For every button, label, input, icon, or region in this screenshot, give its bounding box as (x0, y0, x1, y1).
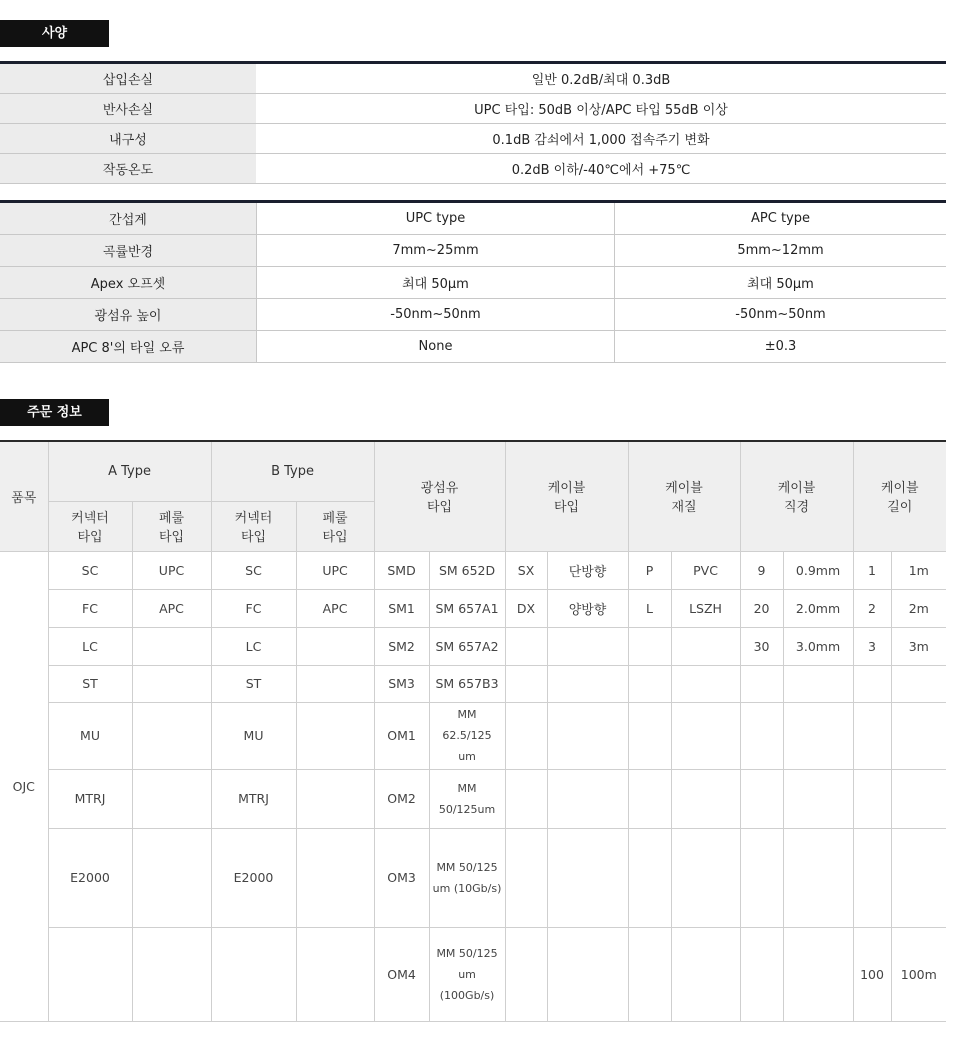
cable-type-code (505, 927, 547, 1021)
diameter-code: 20 (740, 589, 783, 627)
length-value: 1m (891, 551, 946, 589)
diameter-code (740, 927, 783, 1021)
upc-value: -50nm~50nm (257, 299, 615, 331)
interferometer-row-label: 광섬유 높이 (0, 299, 257, 331)
spec-row (0, 124, 946, 154)
fiber-name: SM 652D (429, 551, 505, 589)
length-code (853, 702, 891, 769)
b-type-header: B Type (211, 441, 374, 501)
length-code: 2 (853, 589, 891, 627)
fiber-type-header: 광섬유 타입 (374, 441, 505, 551)
b-connector: ST (211, 665, 296, 702)
table-row (0, 665, 946, 702)
b-connector: LC (211, 627, 296, 665)
spec-row (0, 94, 946, 124)
fiber-name: SM 657B3 (429, 665, 505, 702)
cable-type-name: 양방향 (547, 589, 628, 627)
interferometer-row (0, 299, 946, 331)
a-ferrule-type-header: 페룰 타입 (132, 501, 211, 551)
cable-type-code (505, 627, 547, 665)
spec-value: 0.2dB 이하/-40℃에서 +75℃ (256, 154, 946, 184)
material-code: P (628, 551, 671, 589)
interferometer-row-label: APC 8'의 타일 오류 (0, 331, 257, 363)
table-row (0, 927, 946, 1021)
a-connector: SC (48, 551, 132, 589)
a-connector: MU (48, 702, 132, 769)
a-connector: MTRJ (48, 769, 132, 828)
table-row (0, 769, 946, 828)
spec-section-title: 사양 (0, 20, 109, 47)
cable-type-code: DX (505, 589, 547, 627)
length-code: 3 (853, 627, 891, 665)
spec-label: 반사손실 (0, 94, 256, 124)
b-connector-type-header: 커넥터 타입 (211, 501, 296, 551)
interferometer-row (0, 267, 946, 299)
interferometer-table (0, 200, 946, 363)
length-value (891, 665, 946, 702)
cable-material-header: 케이블 재질 (628, 441, 740, 551)
length-code: 100 (853, 927, 891, 1021)
a-ferrule (132, 627, 211, 665)
fiber-name: MM 50/125 um (10Gb/s) (429, 828, 505, 927)
cable-type-name (547, 665, 628, 702)
fiber-code: SM1 (374, 589, 429, 627)
cable-type-name (547, 927, 628, 1021)
item-value: OJC (0, 551, 48, 1021)
b-ferrule: APC (296, 589, 374, 627)
material-code (628, 702, 671, 769)
interferometer-row-label: 곡률반경 (0, 235, 257, 267)
diameter-code (740, 702, 783, 769)
material-code (628, 665, 671, 702)
interferometer-label: 간섭계 (0, 202, 257, 235)
table-row (0, 551, 946, 589)
b-ferrule: UPC (296, 551, 374, 589)
length-code: 1 (853, 551, 891, 589)
spec-label: 삽입손실 (0, 63, 256, 94)
order-table (0, 440, 946, 1022)
apc-value: 5mm~12mm (615, 235, 947, 267)
diameter-code: 9 (740, 551, 783, 589)
spec-value: 0.1dB 감쇠에서 1,000 접속주기 변화 (256, 124, 946, 154)
diameter-value (783, 927, 853, 1021)
interferometer-row (0, 331, 946, 363)
cable-type-name (547, 702, 628, 769)
a-connector: FC (48, 589, 132, 627)
apc-type-header: APC type (615, 202, 947, 235)
diameter-value: 2.0mm (783, 589, 853, 627)
material-code (628, 627, 671, 665)
upc-value: None (257, 331, 615, 363)
cable-diameter-header: 케이블 직경 (740, 441, 853, 551)
b-ferrule (296, 665, 374, 702)
spec-row (0, 154, 946, 184)
material-name (671, 769, 740, 828)
a-connector: LC (48, 627, 132, 665)
order-section-title: 주문 정보 (0, 399, 109, 426)
b-ferrule (296, 828, 374, 927)
a-ferrule (132, 769, 211, 828)
b-connector: FC (211, 589, 296, 627)
material-code (628, 927, 671, 1021)
b-connector (211, 927, 296, 1021)
spec-row (0, 63, 946, 94)
table-row (0, 589, 946, 627)
a-connector: E2000 (48, 828, 132, 927)
apc-value: -50nm~50nm (615, 299, 947, 331)
b-ferrule (296, 627, 374, 665)
diameter-value (783, 828, 853, 927)
interferometer-row (0, 235, 946, 267)
upc-type-header: UPC type (257, 202, 615, 235)
a-ferrule: APC (132, 589, 211, 627)
length-value: 2m (891, 589, 946, 627)
length-code (853, 828, 891, 927)
apc-value: 최대 50μm (615, 267, 947, 299)
length-code (853, 665, 891, 702)
cable-type-code (505, 828, 547, 927)
diameter-value (783, 702, 853, 769)
cable-type-name (547, 769, 628, 828)
a-ferrule (132, 665, 211, 702)
a-ferrule (132, 927, 211, 1021)
upc-value: 7mm~25mm (257, 235, 615, 267)
diameter-value: 3.0mm (783, 627, 853, 665)
diameter-value: 0.9mm (783, 551, 853, 589)
cable-type-code (505, 769, 547, 828)
diameter-value (783, 665, 853, 702)
b-ferrule (296, 702, 374, 769)
order-header-row (0, 441, 946, 501)
fiber-code: SMD (374, 551, 429, 589)
diameter-code (740, 665, 783, 702)
fiber-name: SM 657A1 (429, 589, 505, 627)
cable-type-code (505, 702, 547, 769)
fiber-code: OM1 (374, 702, 429, 769)
diameter-code (740, 769, 783, 828)
material-name (671, 665, 740, 702)
b-ferrule (296, 769, 374, 828)
material-code: L (628, 589, 671, 627)
item-header: 품목 (0, 441, 48, 551)
b-ferrule-type-header: 페룰 타입 (296, 501, 374, 551)
length-value (891, 769, 946, 828)
apc-value: ±0.3 (615, 331, 947, 363)
a-connector-type-header: 커넥터 타입 (48, 501, 132, 551)
upc-value: 최대 50μm (257, 267, 615, 299)
spec-label: 내구성 (0, 124, 256, 154)
material-name (671, 828, 740, 927)
material-name (671, 702, 740, 769)
a-type-header: A Type (48, 441, 211, 501)
a-connector (48, 927, 132, 1021)
b-connector: SC (211, 551, 296, 589)
material-name (671, 627, 740, 665)
spec-value: UPC 타입: 50dB 이상/APC 타입 55dB 이상 (256, 94, 946, 124)
cable-type-header: 케이블 타입 (505, 441, 628, 551)
length-value (891, 702, 946, 769)
diameter-code (740, 828, 783, 927)
material-name (671, 927, 740, 1021)
fiber-code: SM3 (374, 665, 429, 702)
material-name: LSZH (671, 589, 740, 627)
a-connector: ST (48, 665, 132, 702)
b-connector: MU (211, 702, 296, 769)
fiber-name: MM 50/125 um (100Gb/s) (429, 927, 505, 1021)
fiber-name: MM 62.5/125 um (429, 702, 505, 769)
interferometer-row-label: Apex 오프셋 (0, 267, 257, 299)
cable-type-code (505, 665, 547, 702)
spec-value: 일반 0.2dB/최대 0.3dB (256, 63, 946, 94)
b-connector: E2000 (211, 828, 296, 927)
material-name: PVC (671, 551, 740, 589)
cable-length-header: 케이블 길이 (853, 441, 946, 551)
fiber-code: SM2 (374, 627, 429, 665)
fiber-name: MM 50/125um (429, 769, 505, 828)
table-row (0, 828, 946, 927)
length-value: 100m (891, 927, 946, 1021)
cable-type-code: SX (505, 551, 547, 589)
cable-type-name (547, 828, 628, 927)
material-code (628, 769, 671, 828)
a-ferrule: UPC (132, 551, 211, 589)
length-value: 3m (891, 627, 946, 665)
a-ferrule (132, 828, 211, 927)
cable-type-name (547, 627, 628, 665)
a-ferrule (132, 702, 211, 769)
fiber-code: OM3 (374, 828, 429, 927)
fiber-name: SM 657A2 (429, 627, 505, 665)
spec-label: 작동온도 (0, 154, 256, 184)
b-ferrule (296, 927, 374, 1021)
table-row (0, 627, 946, 665)
length-value (891, 828, 946, 927)
fiber-code: OM4 (374, 927, 429, 1021)
b-connector: MTRJ (211, 769, 296, 828)
material-code (628, 828, 671, 927)
interferometer-header-row (0, 202, 946, 235)
cable-type-name: 단방향 (547, 551, 628, 589)
diameter-value (783, 769, 853, 828)
length-code (853, 769, 891, 828)
spec-table (0, 61, 946, 184)
table-row (0, 702, 946, 769)
diameter-code: 30 (740, 627, 783, 665)
fiber-code: OM2 (374, 769, 429, 828)
